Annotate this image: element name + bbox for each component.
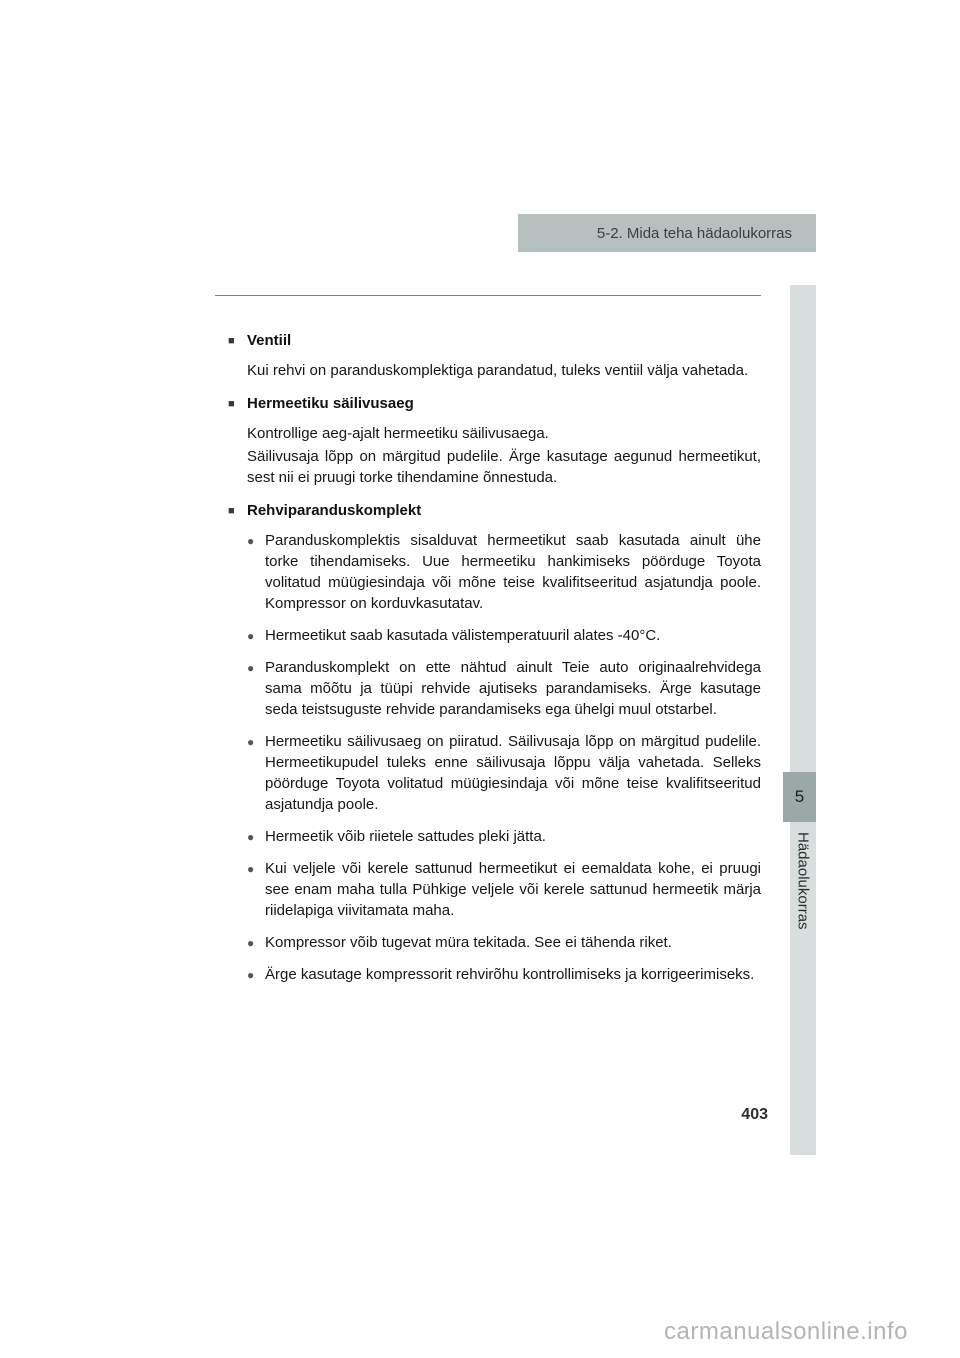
circle-bullet-icon: ● bbox=[247, 968, 255, 982]
section-header-band bbox=[518, 214, 816, 252]
list-item bbox=[247, 858, 761, 921]
list-item bbox=[247, 657, 761, 720]
sidebar-chapter-label: Hädaolukorras bbox=[794, 832, 812, 930]
section-title: Ventiil bbox=[247, 332, 292, 349]
list-item-text: Kui veljele või kerele sattunud hermeetikut ei eemaldata kohe, ei pruugi see enam maha tulla Pühkige veljele või kerele sattunud hermeetik märja riidelapiga viivitamata maha. bbox=[265, 860, 761, 919]
section-body bbox=[215, 360, 761, 381]
section-rehviparanduskomplekt bbox=[215, 500, 761, 985]
square-bullet-icon: ■ bbox=[228, 398, 235, 410]
square-bullet-icon: ■ bbox=[228, 335, 235, 347]
circle-bullet-icon: ● bbox=[247, 830, 255, 844]
sidebar-strip bbox=[790, 285, 816, 1155]
list-item bbox=[247, 964, 761, 985]
page-number: 403 bbox=[741, 1106, 768, 1123]
list-item-text: Paranduskomplekt on ette nähtud ainult Teie auto originaalrehvidega sama mõõtu ja tüüpi rehvide ajutiseks parandamiseks. Ärge kasutage seda teistsuguste rehvide parandamiseks ega ühelgi muul otstarbel. bbox=[265, 659, 761, 718]
list-item-text: Ärge kasutage kompressorit rehvirõhu kontrollimiseks ja korrigeerimiseks. bbox=[265, 966, 755, 983]
section-title: Rehviparanduskomplekt bbox=[247, 502, 422, 519]
content-divider bbox=[215, 295, 761, 296]
section-body bbox=[215, 423, 761, 488]
list-item bbox=[247, 731, 761, 815]
circle-bullet-icon: ● bbox=[247, 936, 255, 950]
circle-bullet-icon: ● bbox=[247, 735, 255, 749]
list-item-text: Paranduskomplektis sisalduvat hermeetikut saab kasutada ainult ühe torke tihendamiseks. Uue hermeetiku hankimiseks pöörduge Toyota volitatud müügiesindaja või mõne teise kvalifitseeritud asjatundja poole. Kompressor on korduvkasutatav. bbox=[265, 532, 761, 612]
circle-bullet-icon: ● bbox=[247, 661, 255, 675]
content-area bbox=[215, 318, 761, 996]
section-ventiil bbox=[215, 330, 761, 381]
list-item bbox=[247, 625, 761, 646]
list-item bbox=[247, 826, 761, 847]
section-hermeetiku-sailivusaeg bbox=[215, 393, 761, 488]
circle-bullet-icon: ● bbox=[247, 534, 255, 548]
paragraph: Kui rehvi on paranduskomplektiga parandatud, tuleks ventiil välja vahetada. bbox=[247, 362, 749, 379]
section-heading bbox=[215, 500, 761, 523]
list-item-text: Hermeetik võib riietele sattudes pleki jätta. bbox=[265, 828, 546, 845]
section-header-title: 5-2. Mida teha hädaolukorras bbox=[596, 224, 792, 242]
section-heading bbox=[215, 393, 761, 416]
list-item-text: Kompressor võib tugevat müra tekitada. See ei tähenda riket. bbox=[265, 934, 672, 951]
section-title: Hermeetiku säilivusaeg bbox=[247, 395, 414, 412]
list-item-text: Hermeetiku säilivusaeg on piiratud. Säilivusaja lõpp on märgitud pudelile. Hermeetikupudel tuleks enne säilivusaja lõppu välja vahetada. Selleks pöörduge Toyota volitatud müügiesindaja või mõne teise kvalifitseeritud asjatundja poole. bbox=[265, 733, 761, 813]
circle-bullet-icon: ● bbox=[247, 629, 255, 643]
list-item bbox=[247, 932, 761, 953]
square-bullet-icon: ■ bbox=[228, 505, 235, 517]
list-item-text: Hermeetikut saab kasutada välistemperatuuril alates -40°C. bbox=[265, 627, 661, 644]
circle-bullet-icon: ● bbox=[247, 862, 255, 876]
watermark: carmanualsonline.info bbox=[664, 1318, 908, 1345]
paragraph: Kontrollige aeg-ajalt hermeetiku säilivusaega. bbox=[247, 425, 549, 442]
section-heading bbox=[215, 330, 761, 353]
chapter-number: 5 bbox=[794, 787, 805, 806]
paragraph: Säilivusaja lõpp on märgitud pudelile. Ärge kasutage aegunud hermeetikut, sest nii ei pruugi torke tihendamine õnnestuda. bbox=[247, 448, 761, 486]
section-body bbox=[215, 530, 761, 985]
chapter-tab bbox=[783, 772, 816, 822]
list-item bbox=[247, 530, 761, 614]
